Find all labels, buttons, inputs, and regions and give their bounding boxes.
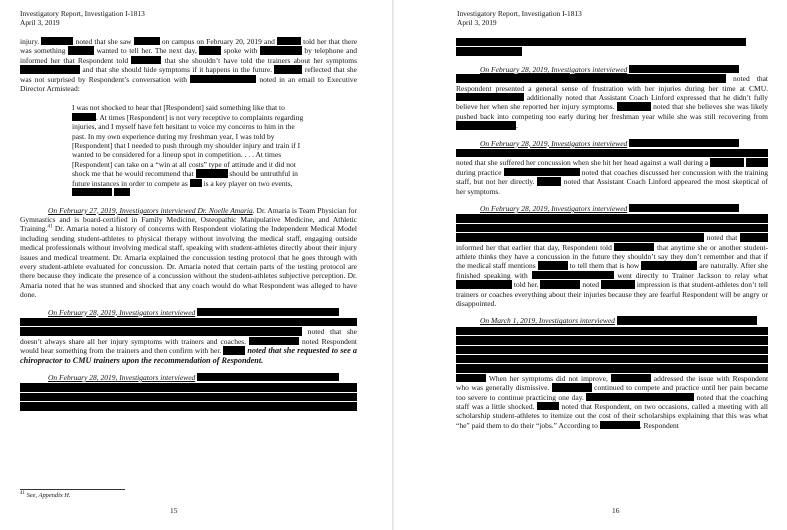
redaction-block (456, 93, 524, 101)
redaction-block (197, 373, 339, 381)
report-page-right (394, 0, 787, 530)
header-title: Investigatory Report, Investigation I-1813 (20, 9, 145, 18)
redaction-block (456, 74, 726, 82)
header-date: April 3, 2019 (20, 18, 60, 27)
redaction-block (614, 243, 654, 251)
redaction-line (20, 402, 357, 410)
report-page-left (0, 0, 393, 530)
paragraph-3-cont: noted that informed her that earlier that day, Respondent told that anytime she or another student-athlete thinks they have a concussion in the future they shouldn’t say they don’t remember and that if the medical staff mentions to tell them that is how are naturally. After she finished speaking with went directly to Trainer Jackson to relay what told her. noted impression is that student-athletes don’t tell trainers or coaches everything about their injuries because they are fearful Respondent will be angry or disappointed. (456, 233, 769, 309)
redaction-line (456, 149, 768, 157)
page-number: 15 (170, 506, 178, 515)
paragraph-2: On February 28, 2019, Investigators interviewed (456, 139, 768, 148)
spacer (20, 365, 357, 373)
spacer (456, 131, 768, 139)
redaction-block (68, 46, 94, 54)
redaction-block (537, 177, 561, 185)
redaction-block (540, 280, 580, 288)
spacer (456, 308, 768, 316)
redaction-block (190, 179, 202, 187)
redaction-block (134, 37, 160, 45)
header-date: April 3, 2019 (457, 18, 497, 27)
footnote-rule (20, 489, 125, 490)
redaction-line (456, 355, 768, 363)
redaction-block (114, 188, 130, 196)
redaction-block (746, 158, 768, 166)
spacer (456, 57, 768, 65)
redaction-block (20, 327, 302, 335)
paragraph-3: On February 28, 2019, Investigators interviewed (20, 308, 357, 317)
paragraph-1: injury. noted that she saw on campus on February 20, 2019 and told her that there was something wanted to tell her. The next day, spoke with by telephone and informed her that Respondent told that she shouldn’t have told the trainers about her symptoms and that she should hide symptoms if it happens in the future. reflected that she was not surprised by Respondent’s conversation with noted in an email to Executive Director Armistead: (20, 37, 358, 94)
redaction-block (641, 261, 697, 269)
redaction-line (20, 383, 357, 391)
redaction-line (456, 214, 768, 222)
redaction-block (740, 233, 768, 241)
redaction-block (260, 46, 302, 54)
redaction-line (456, 327, 768, 335)
spacer (20, 198, 357, 206)
redaction-block (274, 65, 302, 73)
redaction-block (72, 188, 112, 196)
redaction-block (617, 316, 757, 324)
block-quote: I was not shocked to hear that [Respondent] said something like that to . At times [Respondent] is not very receptive to complaints regarding injuries, and I myself have felt hesitant to voice my concerns to him in the past. In my own experience during my freshman year, I was told by [Respondent] that I needed to push through my shoulder injury and train if I wanted to be considered for a lineup spot in competition. . . . At times [Respondent] can take on a “win at all costs” type of attitude and it did not shock me that he would recommend that should be untruthful in future instances in order to compete as is a key player on two events, (72, 103, 304, 197)
redaction-line (20, 318, 357, 326)
redaction-block (504, 168, 580, 176)
redaction-line (456, 336, 768, 344)
redaction-block (131, 56, 161, 64)
redaction-block (537, 402, 559, 410)
footnote: $^{41}$ See, Appendix H. (20, 490, 71, 499)
page-header (457, 9, 582, 27)
redaction-block (601, 280, 635, 288)
redaction-block (552, 383, 592, 391)
redaction-line (456, 346, 768, 354)
redaction-line (456, 224, 768, 232)
redaction-block (532, 271, 614, 279)
paragraph-3: On February 28, 2019, Investigators interviewed (456, 204, 768, 213)
redaction-block (629, 204, 739, 212)
spacer (20, 300, 357, 308)
redaction-block (456, 280, 512, 288)
redaction-block (249, 337, 299, 345)
redaction-line (456, 364, 768, 372)
paragraph-4-cont: When her symptoms did not improve, addressed the issue with Respondent who was generally dismissive. continued to compete and practice until her pain became too severe to continue practicing one day. noted that the coaching staff was a little shocked. noted that Respondent, on two occasions, called a meeting with all scholarship student-athletes to itemize out the cost of their scholarships explaining that this was what “he” paid them to do their “jobs.” According to , Respondent (456, 373, 769, 430)
redaction-block (611, 374, 651, 382)
header-title: Investigatory Report, Investigation I-1813 (457, 9, 582, 18)
paragraph-2-cont: noted that she suffered her concussion when she hit her head against a wall during a during practice noted that coaches discussed her concussion with the training staff, but not her directly. noted that Assistant Coach Linford appeared the most skeptical of her symptoms. (456, 158, 769, 196)
redaction-block (456, 121, 516, 129)
paragraph-1: On February 28, 2019, Investigators interviewed (456, 65, 768, 74)
redaction-block (600, 421, 640, 429)
paragraph-4: On February 28, 2019, Investigators interviewed (20, 373, 357, 382)
paragraph-1-cont: noted that Respondent presented a general sense of frustration with her injuries during her time at CMU. additionally noted that Assistant Coach Linford expressed that he didn’t fully believe her when she reported her injury symptoms. noted that she believes she was likely pushed back into competing too early during her freshman year while she was still recovering from . (456, 74, 768, 131)
redaction-block (629, 139, 739, 147)
paragraph-2: On February 27, 2019, Investigators interviewed Dr. Noelle Amaria. Dr. Amaria is Team Physician for Gymnastics and is board-certified in Family Medicine, Osteopathic Manipulative Medicine, and Athletic Training.$^{41}$ Dr. Amaria noted a history of concerns with Respondent violating the Independent Medical Model including sending student-athletes to physical therapy without involving the medical staff, engaging outside medical professionals without involving medical staff, speaking with student-athletes directly about their injury issues and medical treatment. Dr. Amaria explained the concussion testing protocol that he goes through with every student-athlete evaluated for concussion. Dr. Amaria noted that certain parts of the testing protocol are there because they indicate the presence of a concussion without the student-athletes subjective perception. Dr. Amaria noted that he was stunned and shocked that any coach would do what Respondent was alleged to have done. (20, 205, 357, 300)
redaction-block (277, 37, 301, 45)
paragraph-4: On March 1, 2019, Investigators interviewed (456, 316, 768, 325)
redaction-block (197, 308, 339, 316)
redaction-block (190, 75, 256, 83)
page-body (456, 37, 768, 430)
paragraph-3-cont: noted that she doesn’t always share all her injury symptoms with trainers and coaches. noted Respondent would hear something from the trainers and then confirm with her. noted that she requested to see a chiropractor to CMU trainers upon the recommendation of Respondent. (20, 327, 358, 365)
redaction-block (456, 374, 486, 382)
redaction-block (72, 113, 96, 121)
redaction-block (41, 37, 73, 45)
redaction-line (456, 47, 522, 55)
redaction-block (538, 261, 568, 269)
page-number: 16 (612, 506, 620, 515)
redaction-block (586, 393, 694, 401)
redaction-block (20, 65, 80, 73)
redaction-line (20, 393, 357, 401)
spacer (456, 196, 768, 204)
redaction-block (196, 169, 228, 177)
redaction-block (629, 65, 739, 73)
redaction-block (710, 158, 744, 166)
redaction-block (223, 346, 245, 354)
page-header (20, 9, 145, 27)
redaction-block (456, 233, 704, 241)
redaction-line (456, 38, 746, 46)
page-body (20, 37, 357, 412)
redaction-block (617, 102, 651, 110)
redaction-block (199, 46, 221, 54)
